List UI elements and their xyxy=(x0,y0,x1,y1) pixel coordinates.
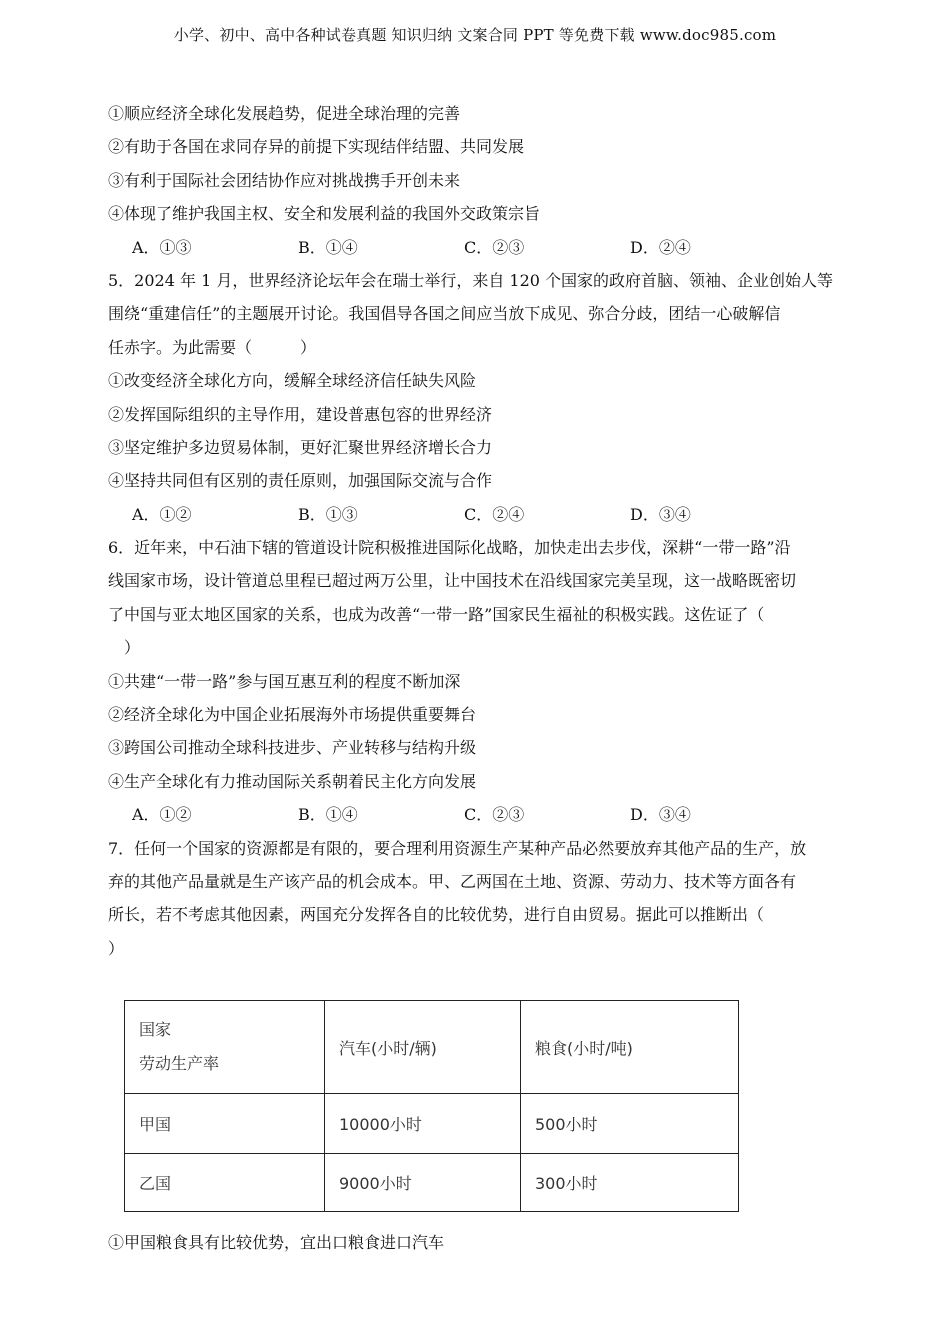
table-corner-cell xyxy=(125,1001,325,1094)
q7-stem-line-2: 弃的其他产品量就是生产该产品的机会成本。甲、乙两国在土地、资源、劳动力、技术等方面各有 xyxy=(108,871,797,891)
q6-option-c: C．②③ xyxy=(464,805,525,825)
q5-statement-3: ③坚定维护多边贸易体制，更好汇聚世界经济增长合力 xyxy=(108,437,493,457)
q5-stem-line-2: 围绕“重建信任”的主题展开讨论。我国倡导各国之间应当放下成见、弥合分歧，团结一心破解信 xyxy=(108,304,781,324)
q6-stem-line-2: 线国家市场，设计管道总里程已超过两万公里，让中国技术在沿线国家完美呈现，这一战略既密切 xyxy=(108,571,797,591)
q5-stem-line-1: 5．2024 年 1 月，世界经济论坛年会在瑞士举行，来自 120 个国家的政府首脑、领袖、企业创始人等 xyxy=(108,270,834,290)
q5-option-a: A．①② xyxy=(132,504,192,524)
q4-statement-4: ④体现了维护我国主权、安全和发展利益的我国外交政策宗旨 xyxy=(108,204,541,224)
corner-label-country: 国家 xyxy=(139,1020,172,1039)
table-row xyxy=(125,1154,739,1212)
labor-productivity-table xyxy=(124,1000,739,1212)
q4-statement-1: ①顺应经济全球化发展趋势，促进全球治理的完善 xyxy=(108,104,461,123)
q7-statement-1: ①甲国粮食具有比较优势，宜出口粮食进口汽车 xyxy=(108,1233,445,1252)
q6-option-d: D．③④ xyxy=(630,805,691,825)
q5-statement-2: ②发挥国际组织的主导作用，建设普惠包容的世界经济 xyxy=(108,404,493,424)
page-header: 小学、初中、高中各种试卷真题 知识归纳 文案合同 PPT 等免费下载 www.doc985.com xyxy=(173,26,777,44)
q6-stem-line-4: ） xyxy=(108,638,141,658)
q7-stem-line-4: ） xyxy=(108,938,125,958)
table-row xyxy=(125,1094,739,1154)
corner-label-productivity: 劳动生产率 xyxy=(139,1054,220,1073)
q6-option-a: A．①② xyxy=(132,805,192,825)
q4-statement-2: ②有助于各国在求同存异的前提下实现结伴结盟、共同发展 xyxy=(108,137,525,157)
row-country: 乙国 xyxy=(125,1154,325,1212)
q5-options xyxy=(108,498,843,531)
q5-stem-line-3: 任赤字。为此需要（ ） xyxy=(108,337,317,357)
header-car: 汽车(小时/辆) xyxy=(325,1001,521,1094)
q5-option-c: C．②④ xyxy=(464,504,525,524)
q6-statement-2: ②经济全球化为中国企业拓展海外市场提供重要舞台 xyxy=(108,705,477,725)
q6-options xyxy=(108,798,843,831)
header-grain: 粮食(小时/吨) xyxy=(521,1001,739,1094)
q7-stem-line-3: 所长，若不考虑其他因素，两国充分发挥各自的比较优势，进行自由贸易。据此可以推断出（ xyxy=(108,905,765,925)
q6-statement-1: ①共建“一带一路”参与国互惠互利的程度不断加深 xyxy=(108,671,461,691)
q6-option-b: B．①④ xyxy=(298,805,358,825)
q7-stem-line-1: 7．任何一个国家的资源都是有限的，要合理利用资源生产某种产品必然要放弃其他产品的生产，放 xyxy=(108,838,807,858)
document-body xyxy=(108,97,843,965)
q4-options xyxy=(108,231,843,264)
table-header-row xyxy=(125,1001,739,1094)
q6-statement-3: ③跨国公司推动全球科技进步、产业转移与结构升级 xyxy=(108,738,477,758)
row-grain-hours: 300小时 xyxy=(521,1154,739,1212)
row-car-hours: 10000小时 xyxy=(325,1094,521,1154)
q4-option-d: D．②④ xyxy=(630,237,691,257)
row-car-hours: 9000小时 xyxy=(325,1154,521,1212)
q4-option-c: C．②③ xyxy=(464,237,525,257)
q6-statement-4: ④生产全球化有力推动国际关系朝着民主化方向发展 xyxy=(108,771,477,791)
q4-option-b: B．①④ xyxy=(298,237,358,257)
q6-stem-line-1: 6．近年来，中石油下辖的管道设计院积极推进国际化战略，加快走出去步伐，深耕“一带一路”沿 xyxy=(108,538,791,558)
row-country: 甲国 xyxy=(125,1094,325,1154)
q5-statement-4: ④坚持共同但有区别的责任原则，加强国际交流与合作 xyxy=(108,471,493,491)
q5-statement-1: ①改变经济全球化方向，缓解全球经济信任缺失风险 xyxy=(108,371,477,391)
q5-option-d: D．③④ xyxy=(630,504,691,524)
q5-option-b: B．①③ xyxy=(298,504,358,524)
q6-stem-line-3: 了中国与亚太地区国家的关系，也成为改善“一带一路”国家民生福祉的积极实践。这佐证了（ xyxy=(108,604,765,624)
q4-option-a: A．①③ xyxy=(132,237,192,257)
q4-statement-3: ③有利于国际社会团结协作应对挑战携手开创未来 xyxy=(108,170,461,190)
row-grain-hours: 500小时 xyxy=(521,1094,739,1154)
